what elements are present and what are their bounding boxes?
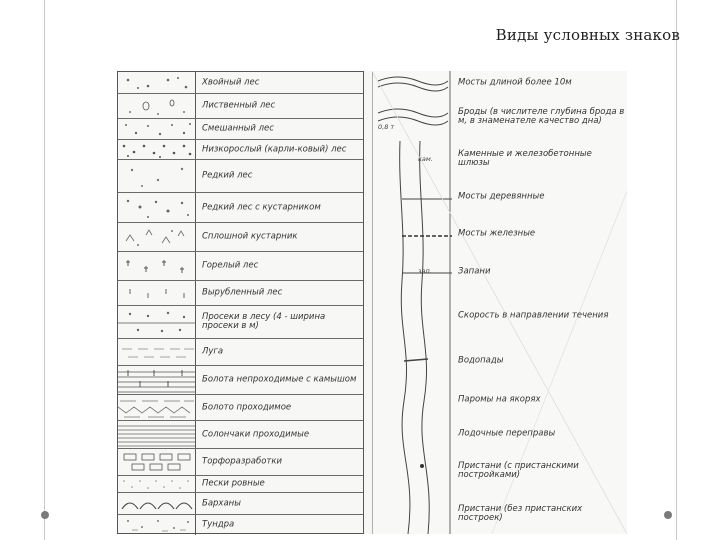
legend-label: Каменные и железобетонные шлюзы (458, 149, 592, 168)
salt-marsh-swatch (118, 421, 196, 448)
slide-frame-right-dot (664, 511, 672, 519)
ford-depth-tag: 0,8 т (378, 123, 395, 131)
legend-row-passable-swamp (118, 395, 363, 421)
legend-label: Пески ровные (202, 478, 265, 489)
legend-label: Лодочные переправы (458, 428, 556, 439)
legend-label: Сплошной кустарник (202, 231, 298, 242)
legend-row-deciduous-forest (118, 94, 363, 119)
legend-label: Мосты длиной более 10м (458, 77, 572, 88)
legend-label: Скорость в направлении течения (458, 310, 609, 321)
deciduous-forest-swatch (118, 94, 196, 118)
hydro-row-piers-without-buildings (372, 493, 627, 534)
legend-label: Смешанный лес (202, 123, 274, 134)
legend-row-mixed-forest (118, 119, 363, 140)
hydro-row-anchored-ferries (372, 381, 627, 419)
legend-label: Солончаки проходимые (202, 429, 310, 439)
slide-title: Виды условных знаков (495, 26, 680, 44)
legend-row-burnt-forest (118, 252, 363, 281)
legend-label: Броды (в числителе глубина брода в м, в знаменателе качество дна) (458, 107, 625, 126)
legend-label: Редкий лес с кустарником (202, 202, 321, 212)
legend-row-dwarf-forest (118, 140, 363, 160)
sparse-forest-shrub-swatch (118, 193, 196, 222)
legend-label: Мосты деревянные (458, 191, 545, 202)
legend-label: Вырубленный лес (202, 287, 283, 298)
legend-label: Болото проходимое (202, 402, 292, 412)
legend-label: Луга (202, 346, 224, 357)
legend-label: Пристани (без пристанских построек) (458, 503, 583, 523)
legend-row-flat-sands (118, 476, 363, 493)
legend-label: Болота непроходимые с камышом (202, 374, 357, 385)
sparse-forest-swatch (118, 160, 196, 192)
impassable-swamp-swatch (118, 366, 196, 394)
mixed-forest-swatch (118, 119, 196, 139)
legend-row-conifer-forest (118, 72, 363, 94)
burnt-forest-swatch (118, 252, 196, 280)
legend-row-impassable-swamp (118, 366, 363, 395)
legend-row-sparse-forest (118, 160, 363, 193)
legend-label: Лиственный лес (202, 100, 276, 111)
legend-label: Хвойный лес (202, 77, 260, 87)
legend-label: Горелый лес (202, 260, 259, 271)
hydro-row-piers-with-buildings (372, 449, 627, 493)
peat-works-swatch (118, 449, 196, 475)
legend-label: Редкий лес (202, 170, 253, 181)
legend-label: Низкорослый (карли-ковый) лес (202, 144, 347, 154)
legend-label: Мосты железные (458, 228, 536, 239)
legend-label: Запани (458, 266, 491, 277)
dunes-swatch (118, 493, 196, 514)
hydro-row-boat-crossings (372, 419, 627, 449)
legend-row-peat-works (118, 449, 363, 476)
legend-row-forest-cuttings (118, 306, 363, 339)
legend-label: Тундра (202, 519, 235, 530)
legend-label: Барханы (202, 498, 241, 508)
hydro-row-current-speed (372, 291, 627, 341)
shrub-swatch (118, 223, 196, 251)
hydro-row-waterfalls (372, 341, 627, 381)
tundra-swatch (118, 515, 196, 535)
hydro-row-iron-bridges (372, 215, 627, 253)
legend-row-salt-marsh (118, 421, 363, 449)
legend-row-shrub (118, 223, 363, 252)
passable-swamp-swatch (118, 395, 196, 420)
cut-forest-swatch (118, 281, 196, 305)
legend-label: Торфоразработки (202, 456, 283, 467)
legend-label: Водопады (458, 355, 504, 366)
legend-row-dunes (118, 493, 363, 515)
legend-row-tundra (118, 515, 363, 535)
legend-row-meadows (118, 339, 363, 366)
slide-frame-right-line (676, 0, 677, 540)
legend-row-cut-forest (118, 281, 363, 306)
meadows-swatch (118, 339, 196, 365)
hydro-row-fords (372, 95, 627, 139)
legend-label: Просеки в лесу (4 - ширина просеки в м) (202, 312, 326, 331)
hydro-row-locks (372, 139, 627, 179)
hydro-row-long-bridges (372, 71, 627, 95)
lock-material-tag: кам. (418, 155, 433, 163)
conifer-forest-swatch (118, 72, 196, 93)
dwarf-forest-swatch (118, 140, 196, 159)
hydrography-legend (372, 71, 627, 534)
legend-row-sparse-forest-shrub (118, 193, 363, 223)
slide-frame-left-line (44, 0, 45, 540)
hydro-row-log-booms (372, 253, 627, 291)
vegetation-legend-table (117, 71, 364, 534)
legend-label: Паромы на якорях (458, 394, 541, 405)
legend-label: Пристани (с пристанскими постройками) (458, 461, 579, 480)
flat-sands-swatch (118, 476, 196, 492)
slide-frame-left-dot (41, 511, 49, 519)
log-boom-tag: зап. (418, 267, 432, 275)
forest-cuttings-swatch (118, 306, 196, 338)
hydro-row-wooden-bridges (372, 179, 627, 215)
